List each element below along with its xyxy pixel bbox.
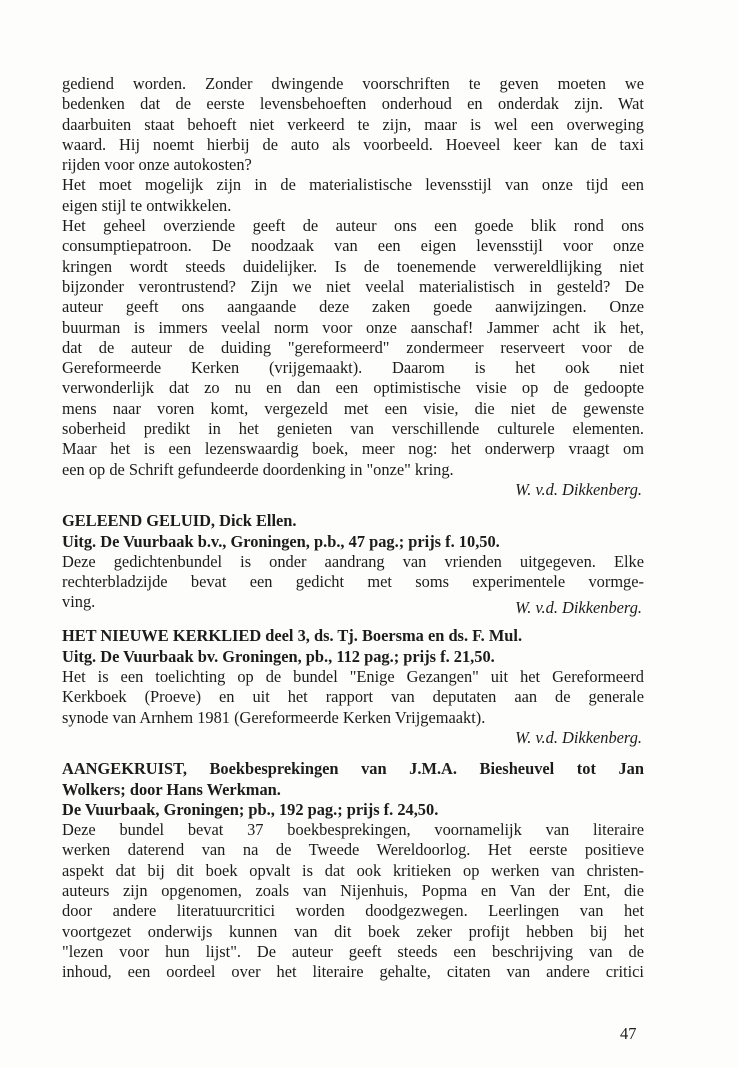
intro-text xyxy=(62,74,644,500)
text-line: waard. Hij noemt hierbij de auto als voorbeeld. Hoeveel keer kan de taxi xyxy=(62,134,644,154)
text-line: verwonderlijk dat zo nu en dan een optimistische visie op de gedoopte xyxy=(62,378,644,398)
review-publisher: De Vuurbaak, Groningen; pb., 192 pag.; prijs f. 24,50. xyxy=(62,799,439,819)
page-body xyxy=(62,74,644,982)
text-line: Het is een toelichting op de bundel "Enige Gezangen" uit het Gereformeerd xyxy=(62,667,644,687)
page-number: 47 xyxy=(620,1024,637,1043)
text-line: werken daterend van na de Tweede Wereldoorlog. Het eerste positieve xyxy=(62,840,644,860)
text-line: auteurs zijn opgenomen, zoals van Nijenhuis, Popma en Van der Ent, die xyxy=(62,880,644,900)
text-line: soberheid predikt in het genieten van verschillende culturele elementen. xyxy=(62,419,644,439)
text-line: "lezen voor hun lijst". De auteur geeft steeds een beschrijving van de xyxy=(62,941,644,961)
text-line: Het moet mogelijk zijn in de materialistische levensstijl van onze tijd een xyxy=(62,175,644,195)
text-line: een op de Schrift gefundeerde doordenking in "onze" kring. xyxy=(62,459,454,479)
review-geleend-geluid xyxy=(62,511,644,618)
text-line: consumptiepatroon. De noodzaak van een eigen levensstijl voor onze xyxy=(62,236,644,256)
text-line: mens naar voren komt, vergezeld met een visie, die niet de gewenste xyxy=(62,398,644,418)
text-line: Het geheel overziende geeft de auteur ons een goede blik rond ons xyxy=(62,216,644,236)
text-line: bedenken dat de eerste levensbehoeften onderhoud en onderdak zijn. Wat xyxy=(62,94,644,114)
review-title: Wolkers; door Hans Werkman. xyxy=(62,779,281,799)
text-line: daarbuiten staat behoeft niet verkeerd te zijn, maar is wel een overweging xyxy=(62,114,644,134)
review-title: GELEEND GELUID, Dick Ellen. xyxy=(62,511,297,531)
text-line: ving. xyxy=(62,592,96,612)
review-title: HET NIEUWE KERKLIED deel 3, ds. Tj. Boersma en ds. F. Mul. xyxy=(62,626,523,646)
text-line: rechterbladzijde bevat een gedicht met soms experimentele vormge- xyxy=(62,572,644,592)
text-line: Kerkboek (Proeve) en uit het rapport van deputaten aan de generale xyxy=(62,687,644,707)
review-publisher: Uitg. De Vuurbaak bv. Groningen, pb., 112 pag.; prijs f. 21,50. xyxy=(62,646,495,666)
text-line: door andere literatuurcritici worden doodgezwegen. Leerlingen van het xyxy=(62,901,644,921)
text-line: synode van Arnhem 1981 (Gereformeerde Kerken Vrijgemaakt). xyxy=(62,707,486,727)
review-publisher: Uitg. De Vuurbaak b.v., Groningen, p.b., 47 pag.; prijs f. 10,50. xyxy=(62,531,500,551)
text-line: Maar het is een lezenswaardig boek, meer nog: het onderwerp vraagt om xyxy=(62,439,644,459)
text-line: Gereformeerde Kerken (vrijgemaakt). Daarom is het ook niet xyxy=(62,358,644,378)
review-aangekruist xyxy=(62,759,644,982)
text-line: inhoud, een oordeel over het literaire gehalte, citaten van andere critici xyxy=(62,962,644,982)
signature: W. v.d. Dikkenberg. xyxy=(515,727,642,747)
text-line: aspekt dat bij dit boek opvalt is dat ook kritieken op werken van christen- xyxy=(62,860,644,880)
text-line: rijden voor onze autokosten? xyxy=(62,155,252,175)
text-line: eigen stijl te ontwikkelen. xyxy=(62,195,232,215)
text-line: bijzonder verontrustend? Zijn we niet veelal materialistisch in gesteld? De xyxy=(62,276,644,296)
signature: W. v.d. Dikkenberg. xyxy=(515,598,642,618)
text-line: kringen wordt steeds duidelijker. Is de toenemende verwereldlijking niet xyxy=(62,256,644,276)
text-line: gediend worden. Zonder dwingende voorschriften te geven moeten we xyxy=(62,74,644,93)
text-line: auteur geeft ons aangaande deze zaken goede aanwijzingen. Onze xyxy=(62,297,644,317)
text-line: voortgezet onderwijs kunnen van dit boek zeker profijt hebben bij het xyxy=(62,921,644,941)
review-het-nieuwe-kerklied xyxy=(62,626,644,748)
review-title: AANGEKRUIST, Boekbesprekingen van J.M.A. Biesheuvel tot Jan xyxy=(62,759,644,779)
text-line: Deze gedichtenbundel is onder aandrang van vrienden uitgegeven. Elke xyxy=(62,551,644,571)
text-line: dat de auteur de duiding "gereformeerd" zondermeer reserveert voor de xyxy=(62,337,644,357)
text-line: buurman is immers veelal norm voor onze aanschaf! Jammer acht ik het, xyxy=(62,317,644,337)
last-line-with-signature xyxy=(62,592,644,618)
signature: W. v.d. Dikkenberg. xyxy=(515,479,642,499)
text-line: Deze bundel bevat 37 boekbesprekingen, voornamelijk van literaire xyxy=(62,820,644,840)
